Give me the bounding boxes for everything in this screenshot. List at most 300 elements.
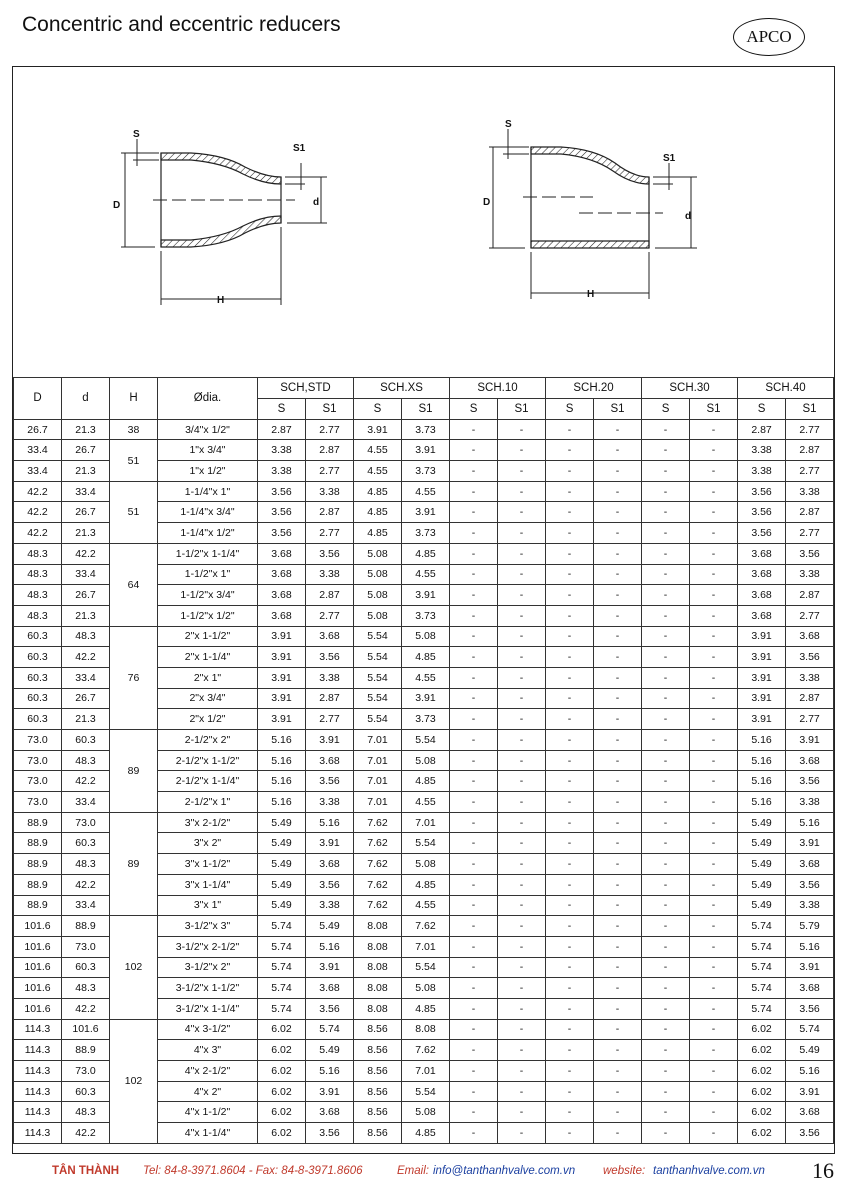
- cell-empty: -: [498, 833, 546, 854]
- cell-xs-s1: 4.85: [402, 1123, 450, 1144]
- cell-sch40-s: 5.16: [738, 792, 786, 813]
- cell-sch40-s: 5.49: [738, 854, 786, 875]
- cell-empty: -: [690, 481, 738, 502]
- cell-sch40-s1: 3.56: [786, 543, 834, 564]
- cell-sch40-s: 3.68: [738, 543, 786, 564]
- cell-empty: -: [642, 1102, 690, 1123]
- cell-empty: -: [450, 730, 498, 751]
- cell-std-s: 5.16: [258, 792, 306, 813]
- cell-nominal-size: 4"x 1-1/2": [158, 1102, 258, 1123]
- eccentric-reducer-drawing: [483, 119, 697, 300]
- cell-xs-s: 7.62: [354, 854, 402, 875]
- cell-inner-diameter: 33.4: [62, 481, 110, 502]
- cell-empty: -: [594, 895, 642, 916]
- cell-nominal-size: 2"x 1-1/4": [158, 647, 258, 668]
- cell-nominal-size: 3"x 2-1/2": [158, 812, 258, 833]
- cell-sch40-s: 6.02: [738, 1019, 786, 1040]
- cell-xs-s: 8.56: [354, 1061, 402, 1082]
- cell-sch40-s: 3.56: [738, 502, 786, 523]
- cell-empty: -: [690, 978, 738, 999]
- cell-std-s: 6.02: [258, 1081, 306, 1102]
- cell-empty: -: [642, 730, 690, 751]
- cell-outer-diameter: 33.4: [14, 440, 62, 461]
- cell-empty: -: [594, 916, 642, 937]
- cell-nominal-size: 3"x 2": [158, 833, 258, 854]
- cell-empty: -: [546, 1019, 594, 1040]
- cell-empty: -: [642, 833, 690, 854]
- cell-length-h: 102: [110, 916, 158, 1019]
- cell-inner-diameter: 73.0: [62, 936, 110, 957]
- cell-xs-s1: 3.73: [402, 419, 450, 440]
- cell-empty: -: [642, 771, 690, 792]
- cell-outer-diameter: 60.3: [14, 647, 62, 668]
- cell-nominal-size: 1-1/2"x 1-1/4": [158, 543, 258, 564]
- cell-outer-diameter: 101.6: [14, 936, 62, 957]
- cell-xs-s1: 4.85: [402, 543, 450, 564]
- cell-std-s: 5.74: [258, 978, 306, 999]
- subcolumn-header-s: S: [450, 399, 498, 420]
- cell-sch40-s1: 3.68: [786, 1102, 834, 1123]
- cell-empty: -: [546, 543, 594, 564]
- cell-empty: -: [690, 771, 738, 792]
- cell-length-h: 102: [110, 1019, 158, 1143]
- cell-nominal-size: 2"x 1/2": [158, 709, 258, 730]
- cell-std-s: 3.38: [258, 440, 306, 461]
- cell-inner-diameter: 48.3: [62, 978, 110, 999]
- cell-std-s1: 3.38: [306, 895, 354, 916]
- cell-sch40-s: 5.49: [738, 874, 786, 895]
- cell-std-s1: 3.91: [306, 1081, 354, 1102]
- cell-outer-diameter: 60.3: [14, 709, 62, 730]
- cell-empty: -: [642, 750, 690, 771]
- cell-std-s1: 3.56: [306, 543, 354, 564]
- cell-std-s: 6.02: [258, 1019, 306, 1040]
- cell-std-s1: 2.77: [306, 461, 354, 482]
- cell-empty: -: [450, 440, 498, 461]
- cell-empty: -: [690, 585, 738, 606]
- cell-empty: -: [642, 895, 690, 916]
- cell-sch40-s: 3.56: [738, 523, 786, 544]
- cell-empty: -: [642, 440, 690, 461]
- cell-nominal-size: 3"x 1": [158, 895, 258, 916]
- cell-empty: -: [450, 626, 498, 647]
- table-row: [14, 419, 834, 440]
- cell-xs-s1: 5.08: [402, 978, 450, 999]
- cell-std-s: 3.68: [258, 543, 306, 564]
- cell-std-s1: 3.38: [306, 564, 354, 585]
- cell-xs-s: 3.91: [354, 419, 402, 440]
- cell-empty: -: [594, 564, 642, 585]
- cell-empty: -: [546, 440, 594, 461]
- eccentric-label-d-inner: d: [685, 211, 692, 222]
- cell-empty: -: [450, 916, 498, 937]
- subcolumn-header-s1: S1: [402, 399, 450, 420]
- cell-outer-diameter: 88.9: [14, 833, 62, 854]
- cell-empty: -: [546, 936, 594, 957]
- cell-empty: -: [642, 1123, 690, 1144]
- cell-sch40-s: 5.16: [738, 730, 786, 751]
- cell-xs-s1: 3.91: [402, 502, 450, 523]
- cell-std-s1: 5.74: [306, 1019, 354, 1040]
- cell-xs-s1: 4.55: [402, 481, 450, 502]
- cell-std-s1: 2.77: [306, 605, 354, 626]
- cell-xs-s: 7.62: [354, 895, 402, 916]
- cell-length-h: 64: [110, 543, 158, 626]
- cell-empty: -: [642, 481, 690, 502]
- cell-empty: -: [594, 978, 642, 999]
- cell-empty: -: [594, 585, 642, 606]
- table-row: [14, 916, 834, 937]
- cell-empty: -: [450, 833, 498, 854]
- cell-xs-s: 4.55: [354, 461, 402, 482]
- cell-empty: -: [642, 1081, 690, 1102]
- cell-xs-s1: 4.55: [402, 667, 450, 688]
- cell-empty: -: [594, 874, 642, 895]
- cell-empty: -: [498, 543, 546, 564]
- cell-length-h: 76: [110, 626, 158, 729]
- cell-xs-s: 7.62: [354, 874, 402, 895]
- cell-xs-s1: 7.62: [402, 1040, 450, 1061]
- cell-empty: -: [498, 978, 546, 999]
- cell-empty: -: [546, 688, 594, 709]
- cell-empty: -: [498, 440, 546, 461]
- subcolumn-header-s: S: [738, 399, 786, 420]
- cell-empty: -: [594, 419, 642, 440]
- footer-website-link[interactable]: tanthanhvalve.com.vn: [653, 1165, 765, 1177]
- cell-empty: -: [546, 709, 594, 730]
- cell-empty: -: [546, 564, 594, 585]
- cell-xs-s1: 3.73: [402, 709, 450, 730]
- cell-std-s1: 2.87: [306, 585, 354, 606]
- cell-empty: -: [594, 667, 642, 688]
- cell-xs-s1: 4.55: [402, 895, 450, 916]
- cell-nominal-size: 3-1/2"x 1-1/2": [158, 978, 258, 999]
- cell-xs-s: 8.56: [354, 1102, 402, 1123]
- cell-empty: -: [498, 1123, 546, 1144]
- cell-sch40-s: 5.74: [738, 957, 786, 978]
- cell-empty: -: [546, 957, 594, 978]
- subcolumn-header-s1: S1: [786, 399, 834, 420]
- cell-std-s1: 3.91: [306, 957, 354, 978]
- cell-empty: -: [498, 957, 546, 978]
- cell-inner-diameter: 26.7: [62, 688, 110, 709]
- schedule-header: SCH,STD: [258, 378, 354, 399]
- cell-std-s1: 3.56: [306, 874, 354, 895]
- cell-xs-s1: 4.85: [402, 998, 450, 1019]
- subcolumn-header-s: S: [642, 399, 690, 420]
- cell-sch40-s1: 3.68: [786, 854, 834, 875]
- cell-empty: -: [498, 1019, 546, 1040]
- cell-inner-diameter: 73.0: [62, 812, 110, 833]
- cell-empty: -: [642, 523, 690, 544]
- cell-empty: -: [498, 585, 546, 606]
- eccentric-label-s1: S1: [663, 153, 676, 164]
- cell-sch40-s1: 2.87: [786, 440, 834, 461]
- cell-outer-diameter: 73.0: [14, 750, 62, 771]
- cell-empty: -: [546, 895, 594, 916]
- cell-sch40-s1: 3.56: [786, 647, 834, 668]
- cell-empty: -: [546, 1081, 594, 1102]
- cell-empty: -: [594, 957, 642, 978]
- cell-inner-diameter: 26.7: [62, 585, 110, 606]
- header-row: [14, 378, 834, 399]
- cell-xs-s1: 5.54: [402, 833, 450, 854]
- subcolumn-header-s1: S1: [306, 399, 354, 420]
- cell-empty: -: [690, 916, 738, 937]
- cell-nominal-size: 1-1/2"x 1/2": [158, 605, 258, 626]
- cell-empty: -: [546, 502, 594, 523]
- cell-xs-s: 5.54: [354, 709, 402, 730]
- page-footer: [0, 1158, 852, 1186]
- subcolumn-header-s: S: [258, 399, 306, 420]
- cell-empty: -: [450, 895, 498, 916]
- page-title: Concentric and eccentric reducers: [22, 13, 341, 36]
- cell-empty: -: [642, 936, 690, 957]
- cell-xs-s: 8.56: [354, 1081, 402, 1102]
- cell-empty: -: [642, 543, 690, 564]
- cell-empty: -: [450, 854, 498, 875]
- cell-empty: -: [450, 936, 498, 957]
- cell-xs-s: 5.54: [354, 626, 402, 647]
- cell-xs-s: 7.01: [354, 730, 402, 751]
- cell-inner-diameter: 48.3: [62, 750, 110, 771]
- cell-empty: -: [450, 750, 498, 771]
- cell-empty: -: [498, 750, 546, 771]
- cell-sch40-s: 5.74: [738, 998, 786, 1019]
- cell-empty: -: [450, 957, 498, 978]
- cell-xs-s: 5.54: [354, 688, 402, 709]
- cell-sch40-s1: 5.16: [786, 1061, 834, 1082]
- cell-empty: -: [642, 854, 690, 875]
- cell-sch40-s: 3.38: [738, 440, 786, 461]
- cell-empty: -: [498, 667, 546, 688]
- cell-nominal-size: 3-1/2"x 2-1/2": [158, 936, 258, 957]
- cell-empty: -: [450, 564, 498, 585]
- subcolumn-header-s: S: [546, 399, 594, 420]
- cell-sch40-s: 6.02: [738, 1081, 786, 1102]
- schedule-header: SCH.40: [738, 378, 834, 399]
- cell-sch40-s: 5.16: [738, 771, 786, 792]
- cell-empty: -: [450, 605, 498, 626]
- cell-sch40-s: 5.49: [738, 895, 786, 916]
- cell-inner-diameter: 33.4: [62, 895, 110, 916]
- cell-xs-s: 8.56: [354, 1019, 402, 1040]
- cell-inner-diameter: 33.4: [62, 792, 110, 813]
- cell-empty: -: [450, 998, 498, 1019]
- cell-empty: -: [642, 1061, 690, 1082]
- cell-empty: -: [450, 523, 498, 544]
- cell-sch40-s: 5.49: [738, 812, 786, 833]
- cell-sch40-s: 6.02: [738, 1061, 786, 1082]
- cell-empty: -: [642, 419, 690, 440]
- cell-inner-diameter: 42.2: [62, 647, 110, 668]
- cell-std-s: 6.02: [258, 1040, 306, 1061]
- cell-inner-diameter: 33.4: [62, 667, 110, 688]
- cell-empty: -: [594, 626, 642, 647]
- content-frame: [12, 66, 835, 1154]
- cell-empty: -: [498, 916, 546, 937]
- cell-empty: -: [450, 1102, 498, 1123]
- cell-empty: -: [450, 461, 498, 482]
- cell-inner-diameter: 42.2: [62, 543, 110, 564]
- cell-empty: -: [594, 647, 642, 668]
- cell-std-s1: 3.56: [306, 998, 354, 1019]
- cell-empty: -: [546, 605, 594, 626]
- cell-std-s: 5.49: [258, 895, 306, 916]
- cell-std-s: 3.38: [258, 461, 306, 482]
- cell-empty: -: [594, 605, 642, 626]
- cell-std-s: 5.74: [258, 957, 306, 978]
- cell-empty: -: [690, 936, 738, 957]
- cell-empty: -: [642, 461, 690, 482]
- cell-std-s1: 5.16: [306, 936, 354, 957]
- cell-inner-diameter: 21.3: [62, 709, 110, 730]
- cell-nominal-size: 2-1/2"x 1": [158, 792, 258, 813]
- cell-std-s1: 3.56: [306, 1123, 354, 1144]
- cell-sch40-s1: 3.68: [786, 750, 834, 771]
- cell-empty: -: [642, 667, 690, 688]
- cell-empty: -: [594, 481, 642, 502]
- cell-std-s1: 5.16: [306, 812, 354, 833]
- cell-empty: -: [546, 1061, 594, 1082]
- cell-nominal-size: 4"x 2-1/2": [158, 1061, 258, 1082]
- cell-sch40-s1: 2.77: [786, 709, 834, 730]
- cell-inner-diameter: 60.3: [62, 1081, 110, 1102]
- cell-sch40-s1: 5.74: [786, 1019, 834, 1040]
- cell-empty: -: [690, 626, 738, 647]
- cell-std-s: 3.91: [258, 688, 306, 709]
- cell-nominal-size: 1-1/4"x 1/2": [158, 523, 258, 544]
- cell-std-s1: 3.91: [306, 730, 354, 751]
- table-row: [14, 730, 834, 751]
- cell-nominal-size: 2"x 1": [158, 667, 258, 688]
- cell-empty: -: [594, 792, 642, 813]
- cell-empty: -: [690, 998, 738, 1019]
- cell-empty: -: [450, 1061, 498, 1082]
- cell-nominal-size: 4"x 1-1/4": [158, 1123, 258, 1144]
- cell-outer-diameter: 101.6: [14, 998, 62, 1019]
- cell-sch40-s: 5.74: [738, 916, 786, 937]
- cell-std-s1: 3.56: [306, 647, 354, 668]
- footer-brand: TÂN THÀNH: [52, 1165, 120, 1177]
- cell-empty: -: [450, 502, 498, 523]
- cell-nominal-size: 3"x 1-1/4": [158, 874, 258, 895]
- cell-sch40-s1: 3.38: [786, 564, 834, 585]
- cell-empty: -: [594, 771, 642, 792]
- cell-empty: -: [690, 750, 738, 771]
- cell-empty: -: [594, 543, 642, 564]
- cell-empty: -: [450, 709, 498, 730]
- concentric-label-d-inner: d: [313, 197, 320, 208]
- cell-xs-s1: 5.54: [402, 1081, 450, 1102]
- cell-std-s: 6.02: [258, 1123, 306, 1144]
- cell-xs-s1: 4.85: [402, 647, 450, 668]
- cell-inner-diameter: 60.3: [62, 957, 110, 978]
- cell-empty: -: [498, 502, 546, 523]
- cell-sch40-s: 5.49: [738, 833, 786, 854]
- cell-sch40-s1: 3.56: [786, 771, 834, 792]
- cell-std-s: 3.68: [258, 605, 306, 626]
- cell-empty: -: [642, 1019, 690, 1040]
- cell-sch40-s1: 2.77: [786, 419, 834, 440]
- cell-empty: -: [498, 1040, 546, 1061]
- cell-empty: -: [498, 605, 546, 626]
- cell-empty: -: [642, 585, 690, 606]
- eccentric-label-s: S: [505, 119, 512, 130]
- cell-outer-diameter: 48.3: [14, 543, 62, 564]
- footer-tel: Tel: 84-8-3971.8604 - Fax: 84-8-3971.8606: [143, 1165, 363, 1177]
- cell-nominal-size: 2"x 3/4": [158, 688, 258, 709]
- cell-xs-s: 4.55: [354, 440, 402, 461]
- cell-empty: -: [690, 440, 738, 461]
- cell-std-s: 5.16: [258, 750, 306, 771]
- cell-xs-s1: 5.54: [402, 730, 450, 751]
- cell-outer-diameter: 60.3: [14, 626, 62, 647]
- cell-sch40-s1: 2.87: [786, 585, 834, 606]
- cell-empty: -: [690, 543, 738, 564]
- cell-xs-s1: 3.73: [402, 461, 450, 482]
- cell-nominal-size: 4"x 3-1/2": [158, 1019, 258, 1040]
- cell-nominal-size: 2-1/2"x 1-1/4": [158, 771, 258, 792]
- cell-sch40-s1: 3.56: [786, 1123, 834, 1144]
- cell-empty: -: [642, 998, 690, 1019]
- cell-sch40-s1: 2.77: [786, 461, 834, 482]
- cell-empty: -: [450, 1019, 498, 1040]
- cell-empty: -: [642, 916, 690, 937]
- cell-empty: -: [594, 1102, 642, 1123]
- cell-inner-diameter: 48.3: [62, 854, 110, 875]
- cell-sch40-s: 3.91: [738, 667, 786, 688]
- cell-empty: -: [690, 667, 738, 688]
- cell-outer-diameter: 73.0: [14, 730, 62, 751]
- cell-std-s1: 2.77: [306, 419, 354, 440]
- cell-sch40-s1: 2.77: [786, 523, 834, 544]
- cell-outer-diameter: 48.3: [14, 564, 62, 585]
- cell-empty: -: [546, 874, 594, 895]
- cell-xs-s1: 5.08: [402, 750, 450, 771]
- cell-empty: -: [690, 647, 738, 668]
- cell-empty: -: [450, 419, 498, 440]
- cell-std-s: 5.74: [258, 998, 306, 1019]
- cell-std-s1: 3.38: [306, 792, 354, 813]
- cell-empty: -: [594, 688, 642, 709]
- eccentric-label-h: H: [587, 289, 595, 300]
- cell-empty: -: [450, 792, 498, 813]
- cell-empty: -: [690, 812, 738, 833]
- cell-xs-s: 8.08: [354, 957, 402, 978]
- column-header: H: [110, 378, 158, 420]
- cell-empty: -: [498, 481, 546, 502]
- footer-email-link[interactable]: info@tanthanhvalve.com.vn: [433, 1165, 576, 1177]
- column-header: Ødia.: [158, 378, 258, 420]
- cell-empty: -: [546, 854, 594, 875]
- cell-empty: -: [450, 1123, 498, 1144]
- cell-empty: -: [498, 709, 546, 730]
- cell-empty: -: [546, 626, 594, 647]
- cell-xs-s: 7.01: [354, 750, 402, 771]
- cell-empty: -: [642, 874, 690, 895]
- cell-xs-s1: 3.73: [402, 605, 450, 626]
- cell-sch40-s: 5.74: [738, 936, 786, 957]
- cell-outer-diameter: 114.3: [14, 1102, 62, 1123]
- cell-sch40-s: 3.68: [738, 564, 786, 585]
- cell-empty: -: [594, 854, 642, 875]
- cell-sch40-s: 5.74: [738, 978, 786, 999]
- cell-empty: -: [594, 1061, 642, 1082]
- cell-nominal-size: 3/4"x 1/2": [158, 419, 258, 440]
- cell-empty: -: [546, 481, 594, 502]
- cell-std-s1: 3.56: [306, 771, 354, 792]
